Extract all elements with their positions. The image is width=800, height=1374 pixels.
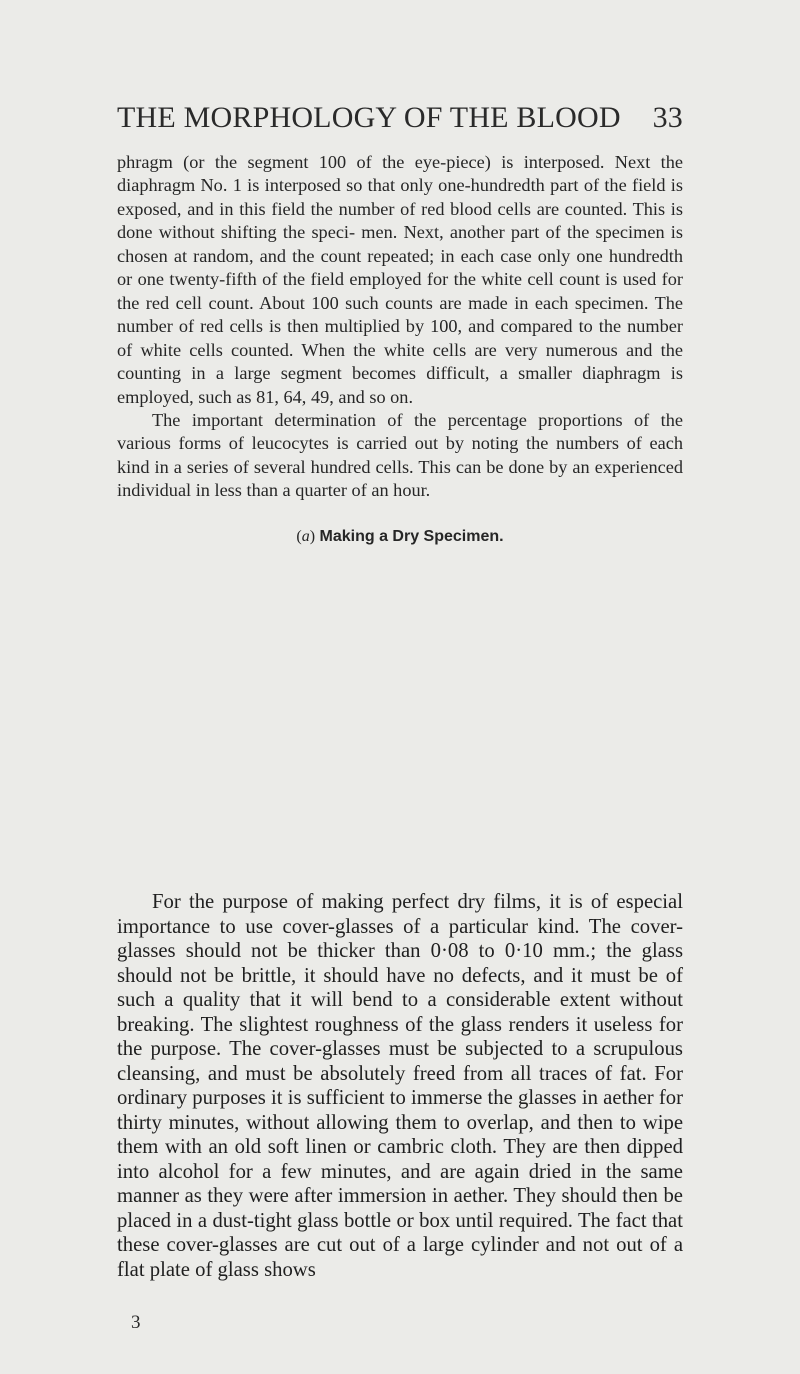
signature-mark: 3	[131, 1312, 141, 1333]
spacer	[117, 503, 683, 525]
paragraph-leucocytes: The important determination of the percentage proportions of the various forms of leucocytes is carried out by noting the numbers of each kind in a series of several hundred cells. This can be done by an experienced individual in less than a quarter of an hour.	[117, 409, 683, 501]
body-text	[117, 151, 683, 548]
page-title: THE MORPHOLOGY OF THE BLOOD	[117, 101, 621, 134]
running-header	[117, 101, 683, 135]
section-heading-text: Making a Dry Specimen.	[319, 527, 504, 545]
section-label: (a)	[296, 527, 316, 545]
section-body	[117, 890, 683, 1282]
page-number: 33	[652, 101, 683, 134]
paragraph-continued: phragm (or the segment 100 of the eye-piece) is interposed. Next the diaphragm No. 1 is interposed so that only one-hundredth part of the field is exposed, and in this field the number of red blood cells are counted. This is done without shifting the speci- men. Next, another part of the specimen is chosen at random, and the count repeated; in each case only one hundredth or one twenty-fifth of the field employed for the white cell count is used for the red cell count. About 100 such counts are made in each specimen. The number of red cells is then multiplied by 100, and compared to the number of white cells counted. When the white cells are very numerous and the counting in a large segment becomes difficult, a smaller diaphragm is employed, such as 81, 64, 49, and so on.	[117, 152, 683, 407]
paragraph-cover-glasses: For the purpose of making perfect dry films, it is of especial importance to use cover-glasses of a particular kind. The cover- glasses should not be thicker than 0·08 to 0·10 mm.; the glass should not be brittle, it should have no defects, and it must be of such a quality that it will bend to a considerable extent without breaking. The slightest roughness of the glass renders it useless for the purpose. The cover-glasses must be subjected to a scrupulous cleansing, and must be absolutely freed from all traces of fat. For ordinary purposes it is sufficient to immerse the glasses in aether for thirty minutes, without allowing them to overlap, and then to wipe them with an old soft linen or cambric cloth. They are then dipped into alcohol for a few minutes, and are again dried in the same manner as they were after immersion in aether. They should then be placed in a dust-tight glass bottle or box until required. The fact that these cover-glasses are cut out of a large cylinder and not out of a flat plate of glass shows	[117, 891, 683, 1281]
section-heading	[117, 525, 683, 548]
